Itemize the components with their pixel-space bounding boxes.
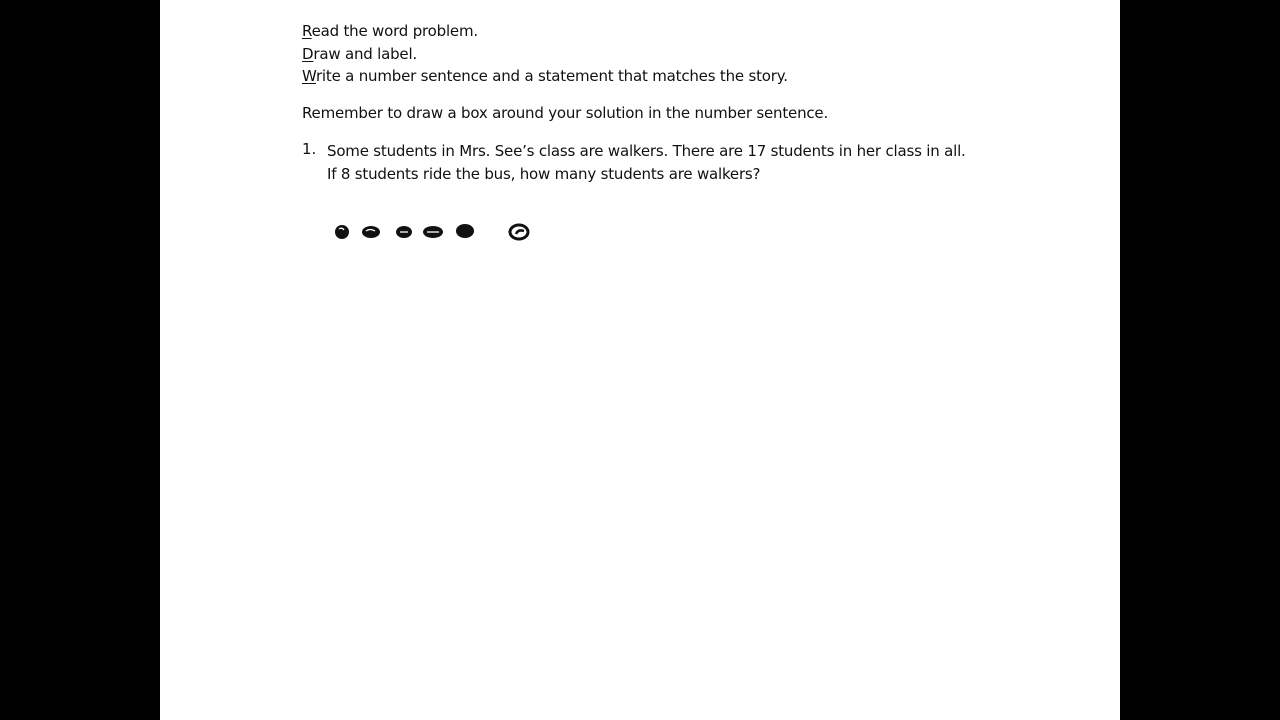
drawn-circle-scribble xyxy=(516,230,524,234)
worksheet-page xyxy=(160,0,1120,720)
instruction-draw-initial: D xyxy=(302,45,314,63)
instruction-read xyxy=(302,22,478,40)
problem-text: Some students in Mrs. See’s class are walkers. There are 17 students in her class in all. If 8 students ride the bus, how many students are walkers? xyxy=(327,142,966,183)
instruction-write-text: rite a number sentence and a statement that matches the story. xyxy=(315,67,788,85)
instruction-write-initial: W xyxy=(302,67,316,85)
instruction-read-initial: R xyxy=(302,22,312,40)
instruction-read-text: ead the word problem. xyxy=(311,22,478,40)
instruction-draw-text: raw and label. xyxy=(313,45,417,63)
drawn-circle xyxy=(335,225,349,239)
separate-circle xyxy=(510,225,528,239)
reminder-text: Remember to draw a box around your solution in the number sentence. xyxy=(302,104,829,122)
drawn-circle xyxy=(456,224,474,238)
handdrawn-circles xyxy=(330,218,550,248)
instruction-draw xyxy=(302,45,417,63)
drawn-circle xyxy=(362,226,380,238)
instruction-write xyxy=(302,67,788,85)
problem-number: 1. xyxy=(302,140,317,158)
circle-group xyxy=(335,224,474,239)
